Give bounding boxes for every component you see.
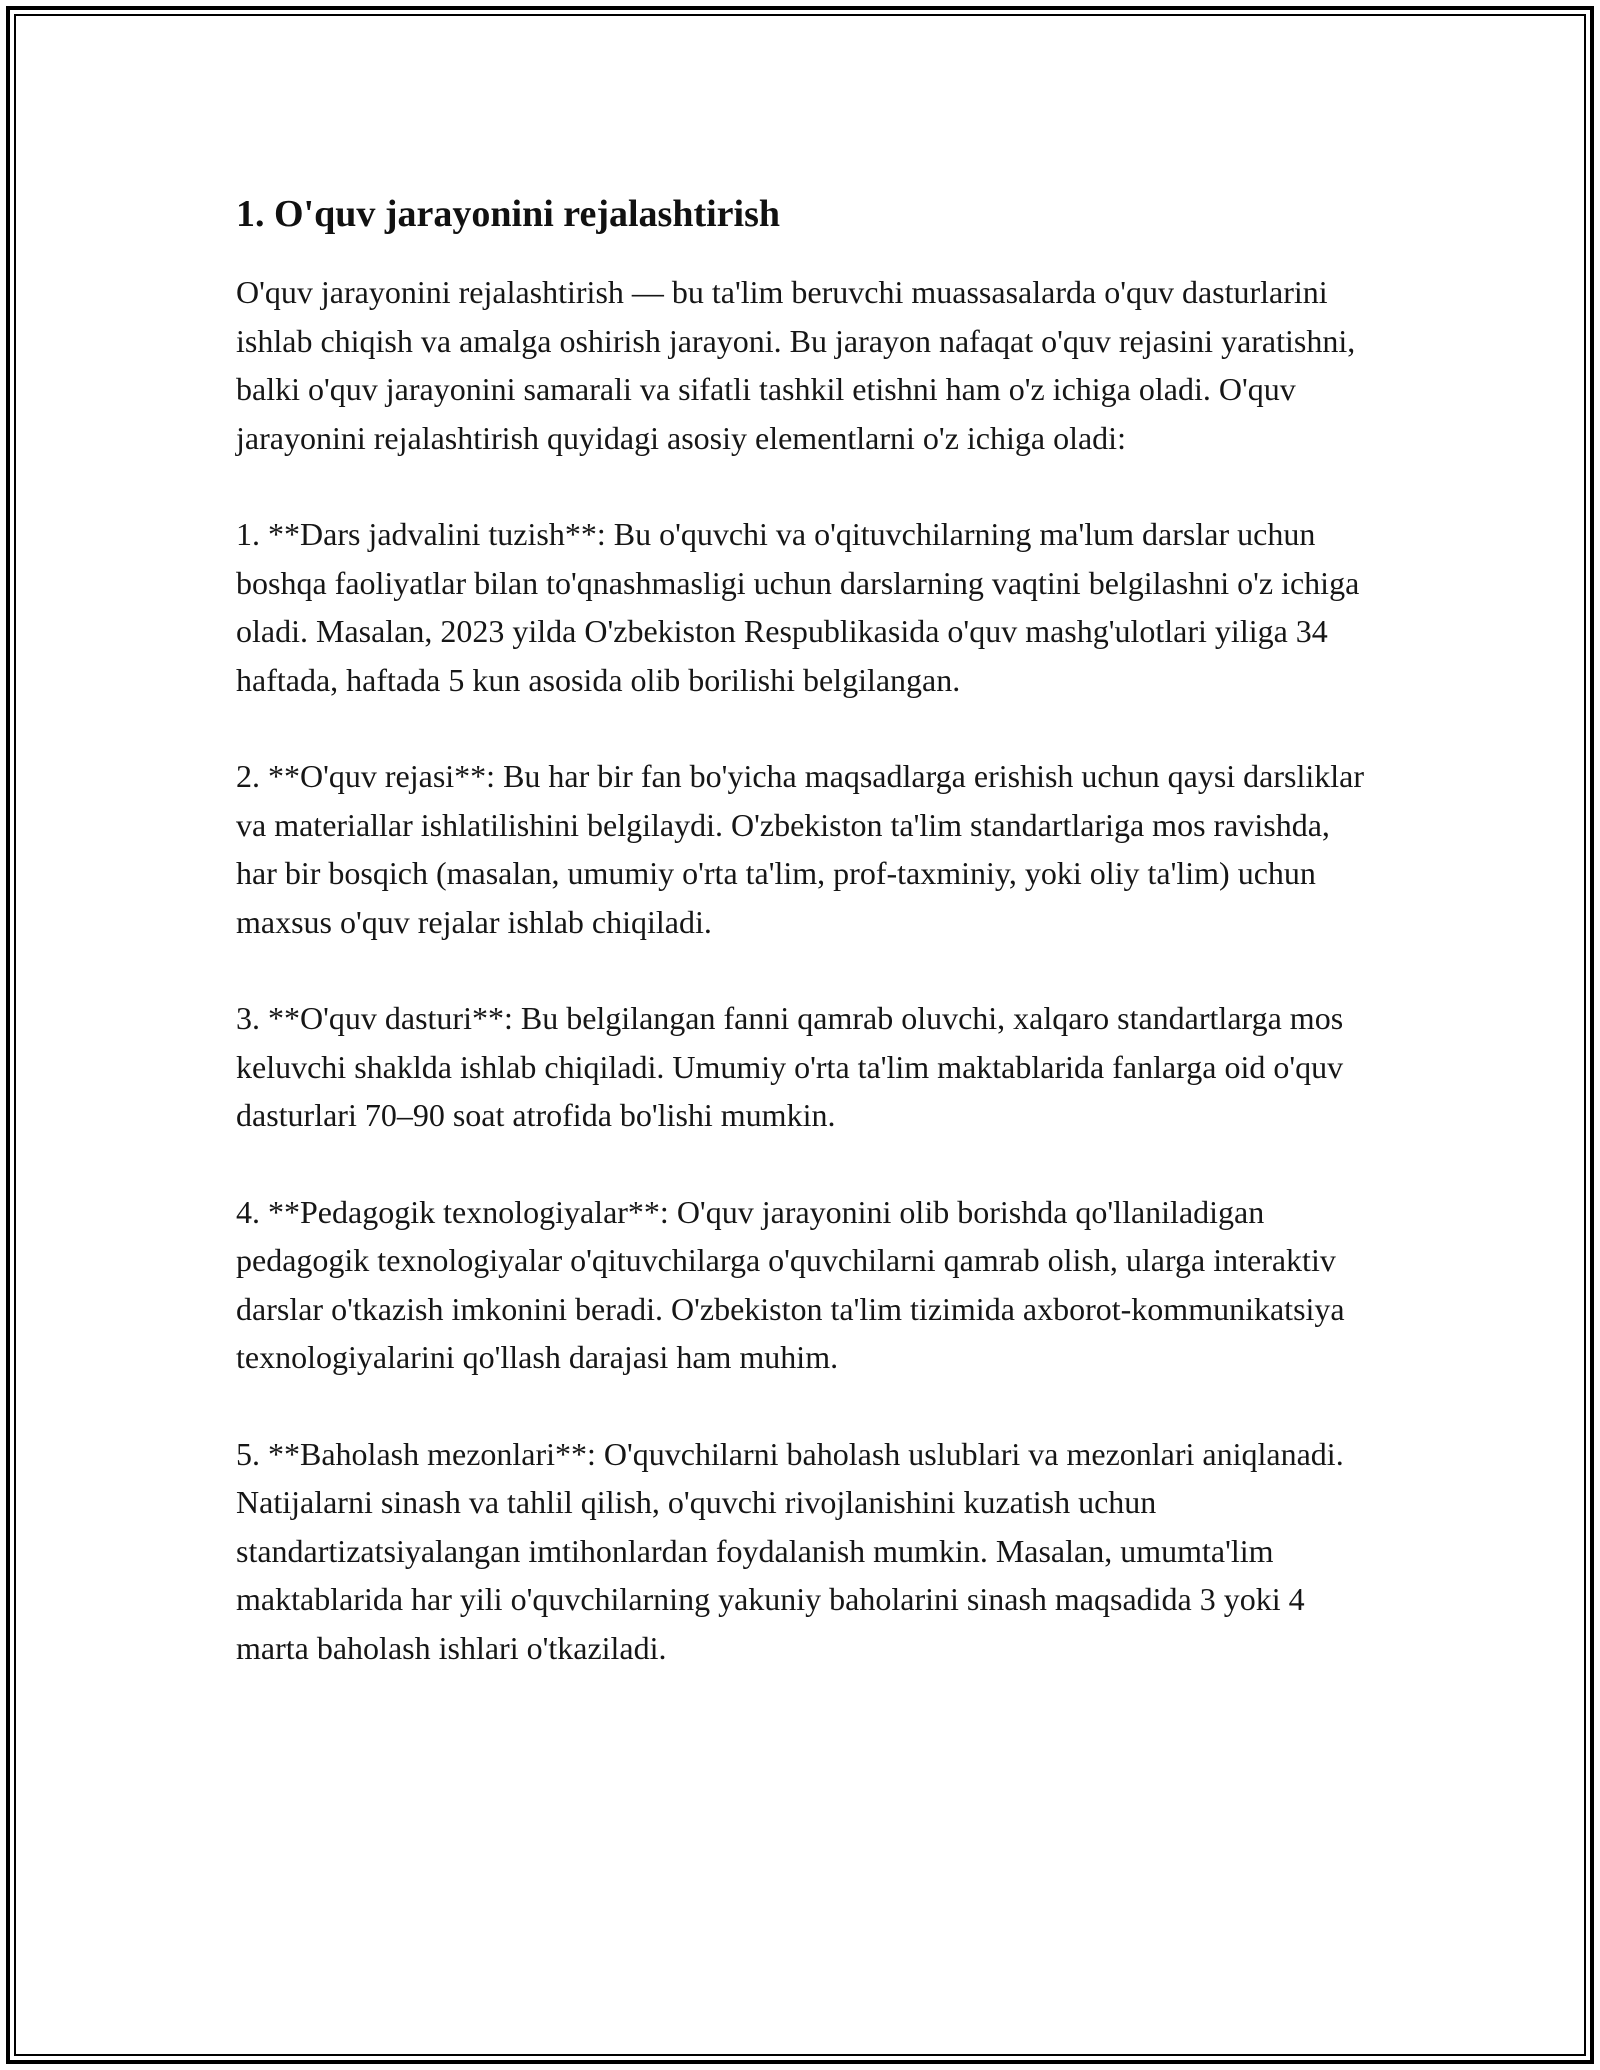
list-item-schedule: 1. **Dars jadvalini tuzish**: Bu o'quvchi va o'qituvchilarning ma'lum darslar uchun boshqa faoliyatlar bilan to'qnashmasligi uchun darslarning vaqtini belgilashni o'z ichiga oladi. Masalan, 2023 yilda O'zbekiston Respublikasida o'quv mashg'ulotlari yiliga 34 haftada, haftada 5 kun asosida olib borilishi belgilangan. (236, 516, 1360, 698)
list-item-pedagogical-technologies: 4. **Pedagogik texnologiyalar**: O'quv jarayonini olib borishda qo'llaniladigan pedagogik texnologiyalar o'qituvchilarga o'quvchilarni qamrab olish, ularga interaktiv darslar o'tkazish imkonini beradi. O'zbekiston ta'lim tizimida axborot-kommunikatsiya texnologiyalarini qo'llash darajasi ham muhim. (236, 1193, 1345, 1375)
section-heading: 1. O'quv jarayonini rejalashtirish (236, 193, 781, 235)
list-item-syllabus: 3. **O'quv dasturi**: Bu belgilangan fanni qamrab oluvchi, xalqaro standartlarga mos keluvchi shaklda ishlab chiqiladi. Umumiy o'rta ta'lim maktablarida fanlarga oid o'quv dasturlari 70–90 soat atrofida bo'lishi mumkin. (236, 1000, 1344, 1133)
list-item-curriculum: 2. **O'quv rejasi**: Bu har bir fan bo'yicha maqsadlarga erishish uchun qaysi darsliklar va materiallar ishlatilishini belgilaydi. O'zbekiston ta'lim standartlariga mos ravishda, har bir bosqich (masalan, umumiy o'rta ta'lim, prof-taxminiy, yoki oliy ta'lim) uchun maxsus o'quv rejalar ishlab chiqiladi. (236, 758, 1364, 940)
intro-paragraph: O'quv jarayonini rejalashtirish — bu ta'lim beruvchi muassasalarda o'quv dasturlarini ishlab chiqish va amalga oshirish jarayoni. Bu jarayon nafaqat o'quv rejasini yaratishni, balki o'quv jarayonini samarali va sifatli tashkil etishni ham o'z ichiga oladi. O'quv jarayonini rejalashtirish quyidagi asosiy elementlarni o'z ichiga oladi: (236, 274, 1356, 456)
document-body (236, 190, 1376, 1720)
list-item-assessment-criteria: 5. **Baholash mezonlari**: O'quvchilarni baholash uslublari va mezonlari aniqlanadi. Natijalarni sinash va tahlil qilish, o'quvchi rivojlanishini kuzatish uchun standartizatsiyalangan imtihonlardan foydalanish mumkin. Masalan, umumta'lim maktablarida har yili o'quvchilarning yakuniy baholarini sinash maqsadida 3 yoki 4 marta baholash ishlari o'tkaziladi. (236, 1435, 1344, 1666)
